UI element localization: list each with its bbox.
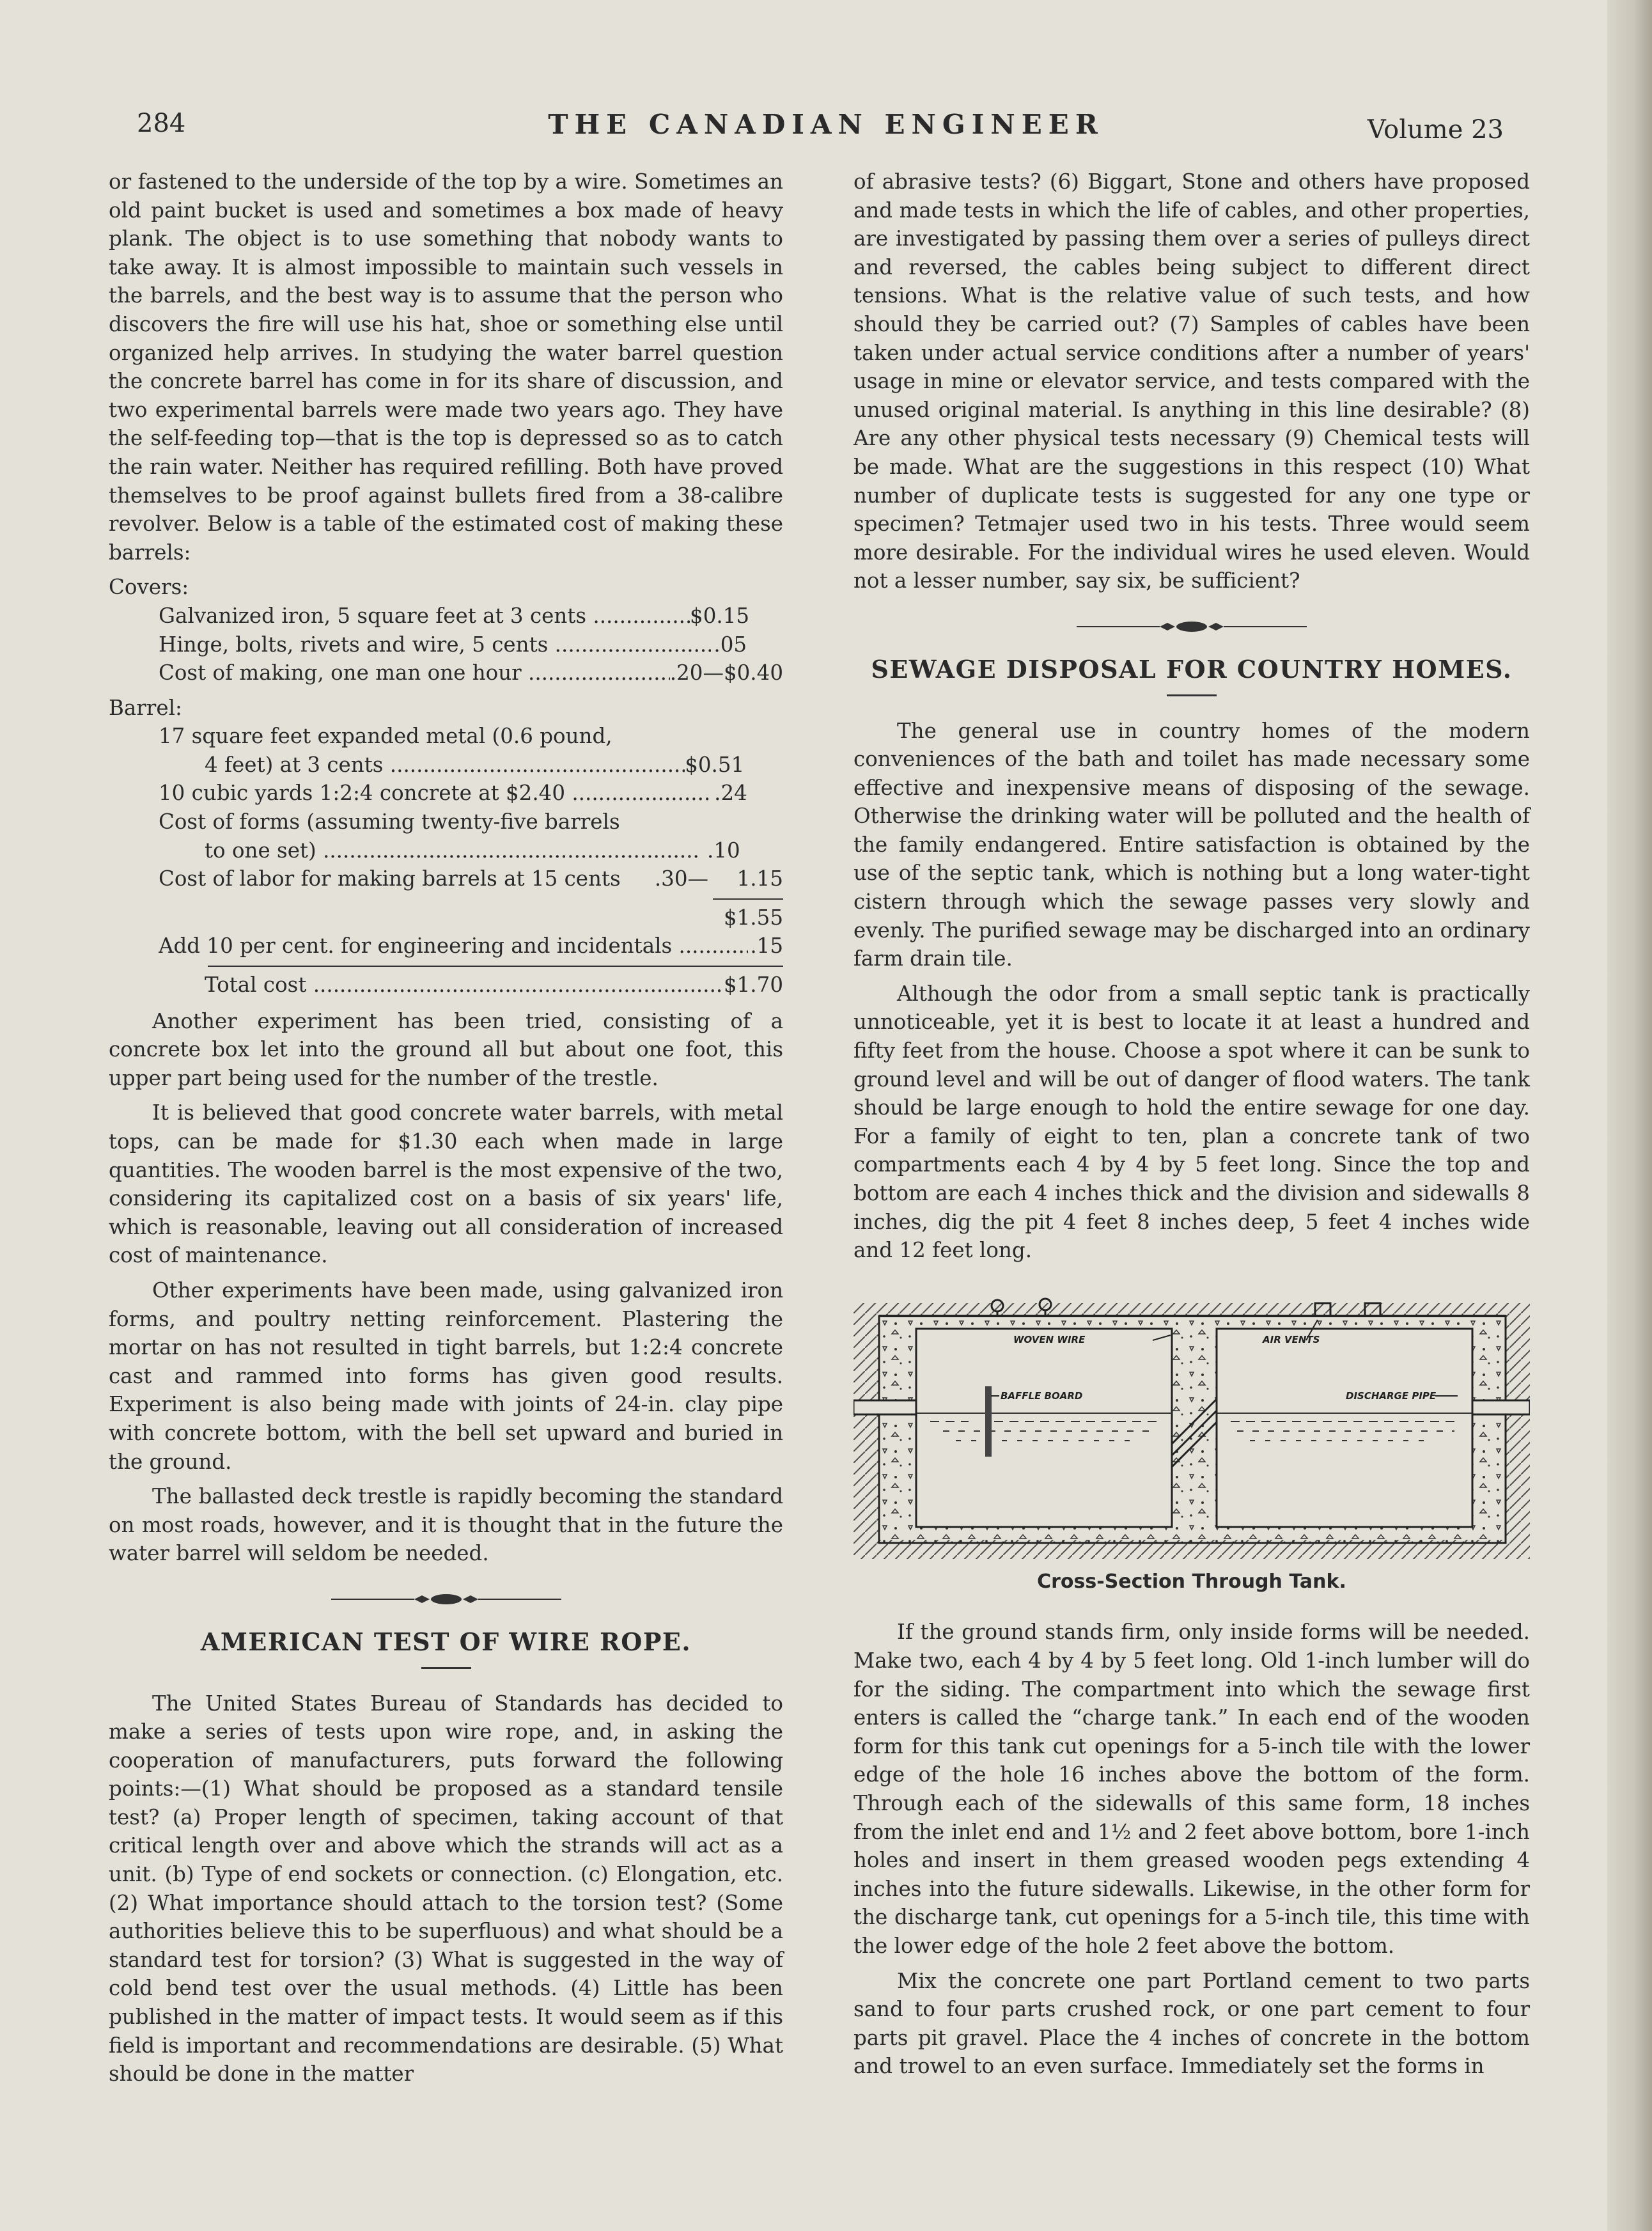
- figure-caption: Cross-Section Through Tank.: [1037, 1570, 1346, 1593]
- cost-row: $1.55: [723, 905, 783, 930]
- section-divider-ornament: [109, 1585, 783, 1597]
- paragraph: The United States Bureau of Standards has decided to make a series of tests upon wire rope, and, in asking the cooperation of manufacturers, puts forward the following points:—(1) What should be proposed as a standard tensile test? (a) Proper length of specimen, taking account of that critical length over and above which the strands will act as a unit. (b) Type of end sockets or connection. (c) Elongation, etc. (2) What importance should attach to the torsion test? (Some authorities believe this to be superfluous) and what should be a standard test for torsion? (3) What is suggested in the way of cold bend test over the usual methods. (4) Little has been published in the matter of impact tests. It would seem as if this field is important and recommendations are desirable. (5) What should be done in the matter: [109, 1691, 783, 2086]
- label-woven-wire: WOVEN WIRE: [1013, 1333, 1086, 1345]
- article-title: SEWAGE DISPOSAL FOR COUNTRY HOMES.: [871, 654, 1513, 684]
- cost-row: 10 cubic yards 1:2:4 concrete at $2.40 ..... .24: [109, 779, 783, 808]
- cost-row: Hinge, bolts, rivets and wire, 5 cents ..... .05: [109, 630, 783, 659]
- paragraph: The general use in country homes of the modern conveniences of the bath and toilet has made necessary some effective and inexpensive means of disposing of the sewage. Otherwise the drinking water will be polluted and the health of the family endangered. Entire satisfaction is obtained by the use of the septic tank, which is nothing but a long water-tight cistern through which the sewage passes very slowly and evenly. The purified sewage may be discharged into an ordinary farm drain tile.: [853, 718, 1530, 971]
- cost-row: Cost of making, one man one hour ..... .20— $0.40: [109, 659, 783, 687]
- journal-title: THE CANADIAN ENGINEER: [548, 109, 1104, 140]
- paragraph: It is believed that good concrete water barrels, with metal tops, can be made for $1.30 each when made in large quantities. The wooden barrel is the most expensive of the two, considering its capitalized cost on a basis of six years' life, which is reasonable, leaving out all consideration of increased cost of maintenance.: [109, 1100, 783, 1268]
- cost-row: 4 feet) at 3 cents ..... $0.51: [109, 751, 783, 779]
- paragraph: Another experiment has been tried, consisting of a concrete box let into the ground all but about one foot, this upper part being used for the number of the trestle.: [109, 1008, 783, 1090]
- left-column: [109, 168, 783, 2095]
- article-title: AMERICAN TEST OF WIRE ROPE.: [200, 1627, 692, 1656]
- page-header: [0, 109, 1652, 153]
- cost-row: to one set) ..... .10: [109, 836, 783, 865]
- label-baffle-board: BAFFLE BOARD: [1001, 1389, 1083, 1402]
- label-discharge-pipe: DISCHARGE PIPE: [1346, 1389, 1437, 1402]
- cost-total-row: Total cost ..... $1.70: [109, 971, 783, 999]
- paragraph: Although the odor from a small septic tank is practically unnoticeable, yet it is best to locate it at least a hundred and fifty feet from the house. Choose a spot where it can be sunk to ground level and will be out of danger of flood waters. The tank should be large enough to hold the entire sewage for one day. For a family of eight to ten, plan a concrete tank of two compartments each 4 by 4 by 5 feet long. Since the top and bottom are each 4 inches thick and the division and sidewalls 8 inches, dig the pit 4 feet 8 inches deep, 5 feet 4 inches wide and 12 feet long.: [853, 981, 1530, 1263]
- label-air-vents: AIR VENTS: [1263, 1333, 1320, 1345]
- page-edge-shadow: [1607, 0, 1652, 2231]
- paragraph: The ballasted deck trestle is rapidly becoming the standard on most roads, however, and it is thought that in the future the water barrel will seldom be needed.: [109, 1484, 783, 1566]
- sum-rule: [713, 898, 783, 900]
- tank-cross-section-figure: [853, 1290, 1530, 1597]
- paragraph: or fastened to the underside of the top by a wire. Sometimes an old paint bucket is used and sometimes a box made of heavy plank. The object is to use something that nobody wants to take away. It is almost impossible to maintain such vessels in the barrels, and the best way is to assume that the person who discovers the fire will use his hat, shoe or something else until organized help arrives. In studying the water barrel question the concrete barrel has come in for its share of discussion, and two experimental barrels were made two years ago. They have the self-feeding top—that is the top is depressed so as to catch the rain water. Neither has required refilling. Both have proved themselves to be proof against bullets fired from a 38-calibre revolver. Below is a table of the estimated cost of making these barrels:: [109, 169, 783, 565]
- title-rule: [421, 1667, 471, 1669]
- cost-row: Galvanized iron, 5 square feet at 3 cents ..... $0.15: [109, 602, 783, 630]
- cost-row: 17 square feet expanded metal (0.6 pound,: [159, 724, 612, 749]
- paragraph: of abrasive tests? (6) Biggart, Stone and others have proposed and made tests in which the life of cables, and other properties, are investigated by passing them over a series of pulleys direct and reversed, the cables being subject to different direct tensions. What is the relative value of such tests, and how should they be carried out? (7) Samples of cables have been taken under actual service conditions after a number of years' usage in mine or elevator service, and tests compared with the unused original material. Is anything in this line desirable? (8) Are any other physical tests necessary (9) Chemical tests will be made. What are the suggestions in this respect (10) What number of duplicate tests is suggested for any one type or specimen? Tetmajer used two in his tests. Three would seem more desirable. For the individual wires he used eleven. Would not a lesser number, say six, be sufficient?: [853, 169, 1530, 593]
- cost-row: Cost of forms (assuming twenty-five barrels: [159, 810, 620, 834]
- paragraph: Mix the concrete one part Portland cement to two parts sand to four parts crushed rock, or one part cement to four parts pit gravel. Place the 4 inches of concrete in the bottom and trowel to an even surface. Immediately set the forms in: [853, 1968, 1530, 2079]
- cost-table-barrel-heading: Barrel:: [109, 695, 182, 720]
- cost-row: Cost of labor for making barrels at 15 cents .30— 1.15: [159, 866, 783, 891]
- total-rule: [208, 966, 783, 967]
- paragraph: Other experiments have been made, using galvanized iron forms, and poultry netting reinforcement. Plastering the mortar on has not resulted in tight barrels, but 1:2:4 concrete cast and rammed into forms has given good results. Experiment is also being made with joints of 24-in. clay pipe with concrete bottom, with the bell set upward and buried in the ground.: [109, 1278, 783, 1474]
- page-number: 284: [137, 109, 186, 138]
- cost-row: Add 10 per cent. for engineering and incidentals ..... .15: [109, 932, 783, 960]
- cost-table: [109, 573, 783, 999]
- cost-table-covers-heading: Covers:: [109, 575, 189, 600]
- right-column: [853, 168, 1530, 2087]
- section-divider-ornament: [853, 612, 1530, 625]
- tank-cross-section-drawing: [853, 1290, 1530, 1565]
- paragraph: If the ground stands firm, only inside forms will be needed. Make two, each 4 by 4 by 5 feet long. Old 1-inch lumber will do for the siding. The compartment into which the sewage first enters is called the “charge tank.” In each end of the wooden form for this tank cut openings for a 5-inch tile with the lower edge of the hole 16 inches above the bottom of the form. Through each of the sidewalls of this same form, 18 inches from the inlet end and 1½ and 2 feet above bottom, bore 1-inch holes and insert in them greased wooden pegs extending 4 inches into the future sidewalls. Likewise, in the other form for the discharge tank, cut openings for a 5-inch tile, this time with the lower edge of the hole 2 feet above the bottom.: [853, 1620, 1530, 1958]
- volume-label: Volume 23: [1367, 115, 1504, 145]
- title-rule: [1167, 694, 1217, 696]
